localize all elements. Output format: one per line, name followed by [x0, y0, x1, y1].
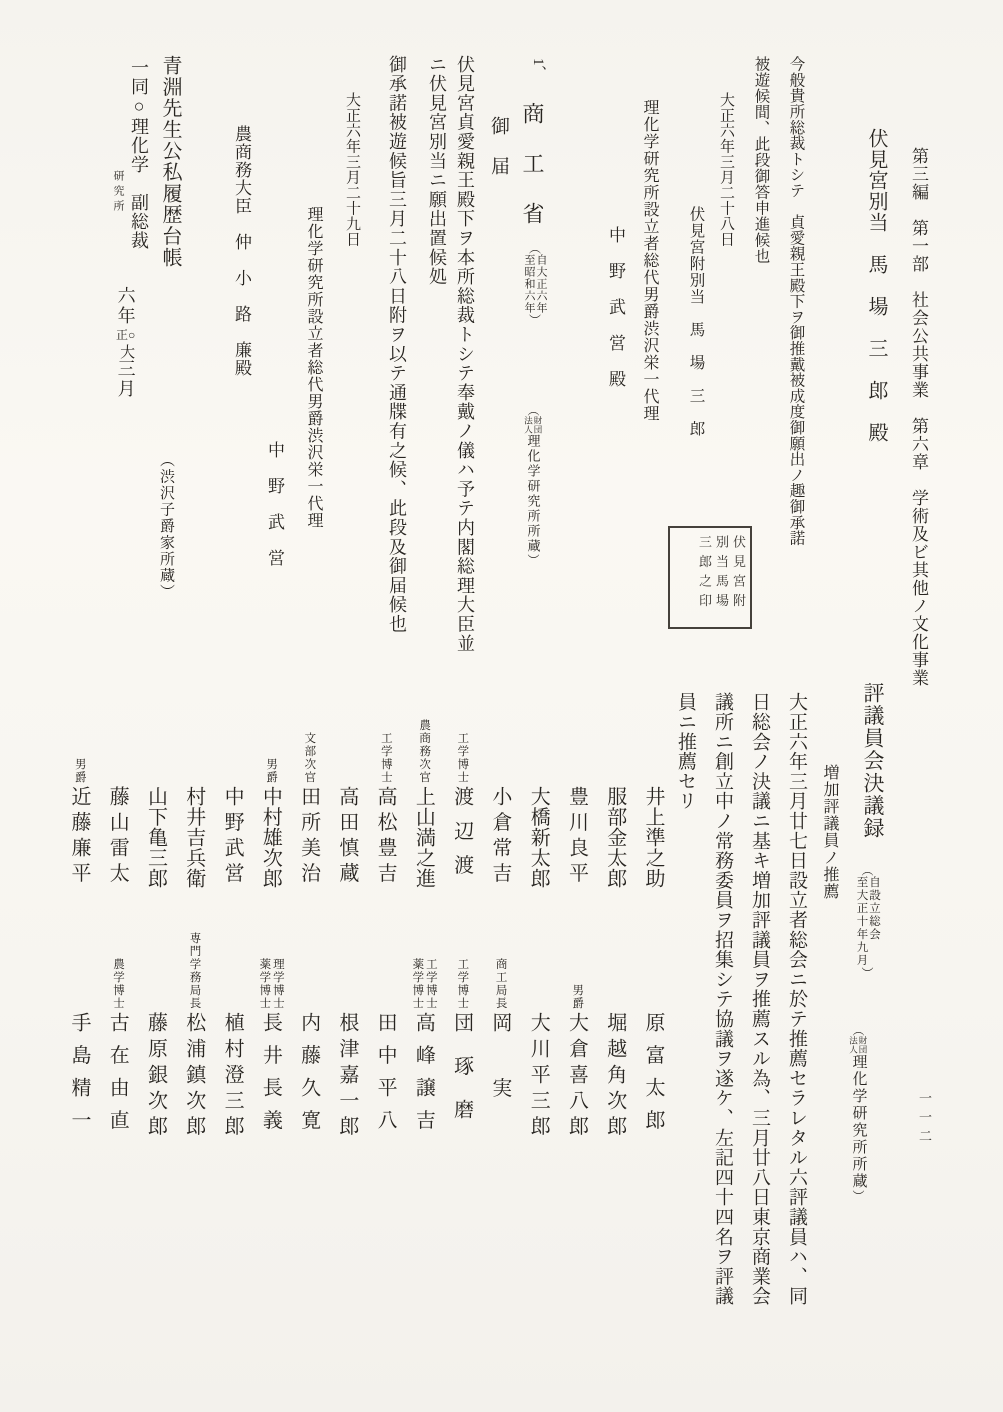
council-member-cell — [634, 928, 672, 1143]
period-to: 至昭和六年 — [523, 254, 535, 314]
period-from: 自大正六年 — [535, 254, 547, 314]
period-from: 自設立総会 — [868, 876, 880, 941]
report-date: 大正六年三月二十九日 — [344, 92, 360, 247]
council-member-cell — [519, 928, 557, 1143]
corp-prefix-left: 法人 — [523, 416, 534, 434]
council-member-cell — [175, 700, 213, 889]
council-member-cell — [290, 928, 328, 1143]
page-number: 一一二 — [917, 1091, 932, 1148]
letter1-body-line1: 今般貴所総裁トシテ 貞愛親王殿下ヲ御推戴被成度御願出ノ趣御承諾 — [787, 56, 805, 546]
corp-prefix-right: 財団 — [533, 416, 543, 434]
letter1-date: 大正六年三月二十八日 — [718, 92, 734, 247]
member-title: 農商務次官 — [418, 719, 431, 784]
open-paren: （ — [527, 242, 542, 254]
minutes-period-annotation — [855, 864, 879, 979]
member-title: 男爵 — [73, 758, 86, 784]
ledger-date-insert-mark: 正○ — [116, 328, 136, 342]
member-name: 高田慎蔵 — [335, 786, 358, 888]
period-to: 至大正十年九月 — [855, 876, 868, 967]
letter1-body-line2: 被遊候間、此段御答申進候也 — [752, 56, 770, 264]
member-name: 植村澄三郎 — [221, 1012, 244, 1142]
member-title: 男爵 — [571, 984, 584, 1010]
council-member-cell — [175, 928, 213, 1143]
member-name: 岡実 — [488, 1012, 511, 1143]
minutes-paragraph-line: 員ニ推薦セリ — [675, 692, 696, 811]
member-name: 中村雄次郎 — [259, 786, 282, 889]
member-name: 高峰譲吉 — [412, 1012, 435, 1142]
member-title: 農学博士 — [112, 958, 125, 1010]
member-name: 内藤久寛 — [297, 1012, 320, 1142]
minutes-subheading: 増加評議員ノ推薦 — [821, 764, 838, 900]
ledger-entry: 一同○理化学 副総裁 — [129, 58, 149, 250]
open-paren: （ — [851, 1024, 865, 1036]
council-member-cell — [557, 700, 595, 889]
ledger-date-top: 六年 — [115, 286, 136, 326]
member-name: 根津嘉一郎 — [335, 1012, 358, 1142]
report-item-number: 1、 — [530, 58, 546, 81]
council-member-cell — [137, 700, 175, 889]
council-member-cell — [366, 700, 404, 889]
member-name: 井上準之助 — [641, 786, 664, 889]
member-name: 大倉喜八郎 — [565, 1012, 588, 1142]
close-paren: ） — [860, 967, 874, 979]
member-name: 近藤廉平 — [68, 786, 90, 888]
member-name: 小倉常吉 — [488, 786, 511, 888]
seal-text-col: 伏見宮附 — [731, 535, 746, 613]
member-name: 服部金太郎 — [603, 786, 626, 889]
council-member-cell — [60, 700, 98, 889]
seal-stamp-box — [668, 526, 752, 629]
council-member-cell — [213, 700, 251, 889]
council-member-cell — [251, 928, 289, 1143]
member-name: 田中平八 — [374, 1012, 397, 1142]
letter1-sender: 伏見宮附別当 馬 場 三 郎 — [687, 206, 705, 437]
open-paren: （ — [860, 864, 874, 876]
council-member-cell — [328, 928, 366, 1143]
close-paren: ） — [851, 1190, 865, 1202]
source-text: 理化学研究所所蔵 — [525, 434, 541, 554]
member-name: 高松豊吉 — [374, 786, 397, 888]
member-name: 山下亀三郎 — [144, 786, 167, 889]
member-name: 堀越角次郎 — [603, 1012, 626, 1142]
council-member-cell — [404, 928, 442, 1143]
member-name: 団琢磨 — [450, 1012, 473, 1143]
council-member-cell — [481, 928, 519, 1143]
council-member-cell — [251, 700, 289, 889]
report-heading: 御 届 — [488, 116, 509, 176]
chapter-header: 第三編 第一部 社会公共事業 第六章 学術及ビ其他ノ文化事業 — [909, 147, 928, 687]
report-addressee: 農商務大臣 仲 小 路 廉殿 — [232, 125, 251, 377]
member-title: 薬学博士 — [411, 958, 424, 1010]
council-member-cell — [443, 700, 481, 889]
council-members-top-row — [60, 700, 672, 889]
member-title: 文部次官 — [303, 732, 316, 784]
council-member-cell — [596, 928, 634, 1143]
council-member-cell — [328, 700, 366, 889]
report-body-line2: ニ伏見宮別当ニ願出置候処 — [427, 55, 447, 287]
letter1-recipient-name: 中 野 武 営 殿 — [606, 226, 625, 388]
member-name: 手島精一 — [68, 1012, 90, 1142]
ledger-title: 青淵先生公私履歴台帳 — [159, 55, 181, 268]
member-name: 中野武営 — [221, 786, 244, 888]
council-member-cell — [404, 700, 442, 889]
member-name: 大橋新太郎 — [527, 786, 550, 889]
close-paren: ） — [527, 314, 542, 326]
member-name: 藤原銀次郎 — [144, 1012, 167, 1142]
council-member-cell — [98, 928, 136, 1143]
corp-prefix-left: 法人 — [848, 1036, 859, 1054]
member-title: 工学博士 — [456, 732, 469, 784]
member-name: 渡辺渡 — [450, 786, 473, 889]
report-sender-name: 中 野 武 営 — [265, 441, 284, 567]
member-name: 長井長義 — [259, 1012, 282, 1142]
report-section-title: 商 工 省 — [520, 102, 545, 227]
member-title: 専門学務局長 — [188, 932, 201, 1010]
member-title: 理学博士 — [271, 958, 284, 1010]
member-title: 男爵 — [265, 758, 278, 784]
council-member-cell — [634, 700, 672, 889]
minutes-paragraph-line: 大正六年三月廿七日設立者総会ニ於テ推薦セラレタル六評議員ハ、同 — [786, 692, 807, 1306]
report-body-line1: 伏見宮貞愛親王殿下ヲ本所総裁トシテ奉戴ノ儀ハ予テ内閣総理大臣並 — [455, 55, 475, 654]
ledger-date-mid: 大 — [118, 344, 135, 359]
member-title: 薬学博士 — [258, 958, 271, 1010]
ledger-date — [116, 286, 135, 399]
council-member-cell — [60, 928, 98, 1143]
member-title: 工学博士 — [379, 732, 392, 784]
close-paren: ） — [526, 554, 540, 566]
member-name: 田所美治 — [297, 786, 320, 888]
minutes-title: 評議員会決議録 — [861, 682, 885, 840]
ledger-entry-inserted-text: 研究所 — [112, 170, 124, 215]
source-text: 理化学研究所所蔵 — [850, 1054, 867, 1190]
report-source-annotation — [524, 404, 542, 566]
council-members-bottom-row — [60, 928, 672, 1143]
member-name: 原富太郎 — [641, 1012, 664, 1142]
member-name: 大川平三郎 — [527, 1012, 550, 1142]
open-paren: （ — [526, 404, 540, 416]
minutes-paragraph-line: 日総会ノ決議ニ基キ増加評議員ヲ推薦スル為、三月廿八日東京商業会 — [749, 692, 770, 1306]
council-member-cell — [519, 700, 557, 889]
member-name: 古在由直 — [106, 1012, 129, 1142]
council-member-cell — [366, 928, 404, 1143]
council-member-cell — [98, 700, 136, 889]
member-name: 豊川良平 — [565, 786, 588, 888]
member-title: 商工局長 — [494, 958, 507, 1010]
seal-text-col: 別当馬場 — [714, 535, 729, 613]
letter1-recipient-org: 理化学研究所設立者総代男爵渋沢栄一代理 — [641, 99, 658, 422]
minutes-source-annotation — [849, 1024, 867, 1202]
council-member-cell — [557, 928, 595, 1143]
member-name: 松浦鎮次郎 — [182, 1012, 205, 1142]
report-period-annotation — [523, 242, 546, 326]
report-body-line3: 御承諾被遊候旨三月二十八日附ヲ以テ通牒有之候、此段及御届候也 — [387, 55, 407, 634]
member-name: 上山満之進 — [412, 786, 435, 889]
minutes-paragraph-line: 議所ニ創立中ノ常務委員ヲ招集シテ協議ヲ遂ケ、左記四十四名ヲ評議 — [712, 692, 733, 1306]
report-sender-org: 理化学研究所設立者総代男爵渋沢栄一代理 — [305, 206, 322, 529]
corp-prefix-right: 財団 — [858, 1036, 868, 1054]
council-member-cell — [443, 928, 481, 1143]
seal-text-col: 三郎之印 — [697, 535, 712, 613]
letter1-addressee: 伏見宮別当 馬 場 三 郎 殿 — [865, 128, 887, 443]
ledger-source: （渋沢子爵家所蔵） — [158, 452, 174, 601]
ledger-date-bottom: 三月 — [115, 359, 136, 399]
council-member-cell — [481, 700, 519, 889]
council-member-cell — [213, 928, 251, 1143]
member-name: 藤山雷太 — [106, 786, 129, 888]
member-title: 工学博士 — [456, 958, 469, 1010]
council-member-cell — [137, 928, 175, 1143]
council-member-cell — [596, 700, 634, 889]
council-member-cell — [290, 700, 328, 889]
member-name: 村井吉兵衛 — [182, 786, 205, 889]
member-title: 工学博士 — [424, 958, 437, 1010]
